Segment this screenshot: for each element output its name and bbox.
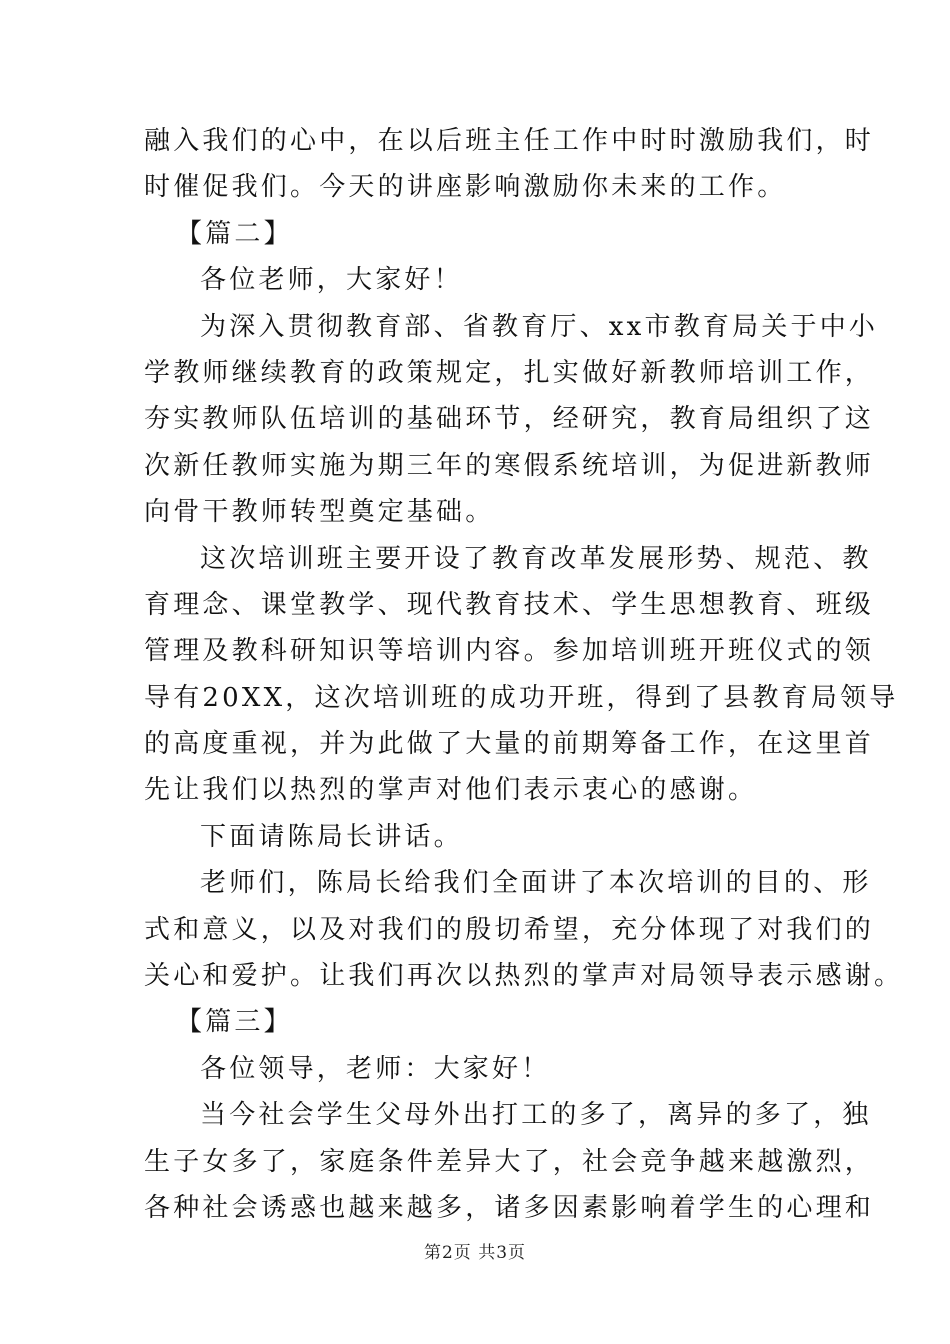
section-heading: 【篇二】 <box>176 218 293 249</box>
paragraph-line: 时催促我们。今天的讲座影响激励你未来的工作。 <box>144 172 787 203</box>
paragraph-line: 管理及教科研知识等培训内容。参加培训班开班仪式的领 <box>144 636 875 667</box>
paragraph-line: 融入我们的心中，在以后班主任工作中时时激励我们，时 <box>144 126 875 156</box>
paragraph-line: 各种社会诱惑也越来越多，诸多因素影响着学生的心理和 <box>144 1192 875 1223</box>
paragraph-line: 这次培训班主要开设了教育改革发展形势、规范、教 <box>200 543 872 574</box>
paragraph-line: 式和意义，以及对我们的殷切希望，充分体现了对我们的 <box>144 914 875 945</box>
paragraph-line: 向骨干教师转型奠定基础。 <box>144 497 495 528</box>
paragraph-line: 育理念、课堂教学、现代教育技术、学生思想教育、班级 <box>144 589 875 620</box>
paragraph-line: 先让我们以热烈的掌声对他们表示衷心的感谢。 <box>144 775 758 806</box>
paragraph-line: 夯实教师队伍培训的基础环节，经研究，教育局组织了这 <box>144 404 875 435</box>
paragraph-line: 老师们，陈局长给我们全面讲了本次培训的目的、形 <box>200 868 872 899</box>
greeting-line: 各位老师，大家好！ <box>200 265 463 296</box>
paragraph-line: 次新任教师实施为期三年的寒假系统培训，为促进新教师 <box>144 450 875 481</box>
paragraph-line: 当今社会学生父母外出打工的多了，离异的多了，独 <box>200 1100 872 1131</box>
paragraph-line: 学教师继续教育的政策规定，扎实做好新教师培训工作， <box>144 357 875 388</box>
document-body <box>144 118 904 1231</box>
paragraph-line: 生子女多了，家庭条件差异大了，社会竞争越来越激烈， <box>144 1146 875 1177</box>
greeting-line: 各位领导，老师：大家好！ <box>200 1053 551 1084</box>
paragraph-line: 的高度重视，并为此做了大量的前期筹备工作，在这里首 <box>144 729 875 760</box>
paragraph-line: 为深入贯彻教育部、省教育厅、xx市教育局关于中小 <box>200 311 879 342</box>
paragraph-line: 下面请陈局长讲话。 <box>200 821 463 852</box>
page-number: 第2页 共3页 <box>423 1243 527 1263</box>
paragraph-line: 关心和爱护。让我们再次以热烈的掌声对局领导表示感谢。 <box>144 961 904 992</box>
paragraph-line: 导有20XX，这次培训班的成功开班，得到了县教育局领导 <box>144 682 899 713</box>
section-heading: 【篇三】 <box>176 1007 293 1038</box>
